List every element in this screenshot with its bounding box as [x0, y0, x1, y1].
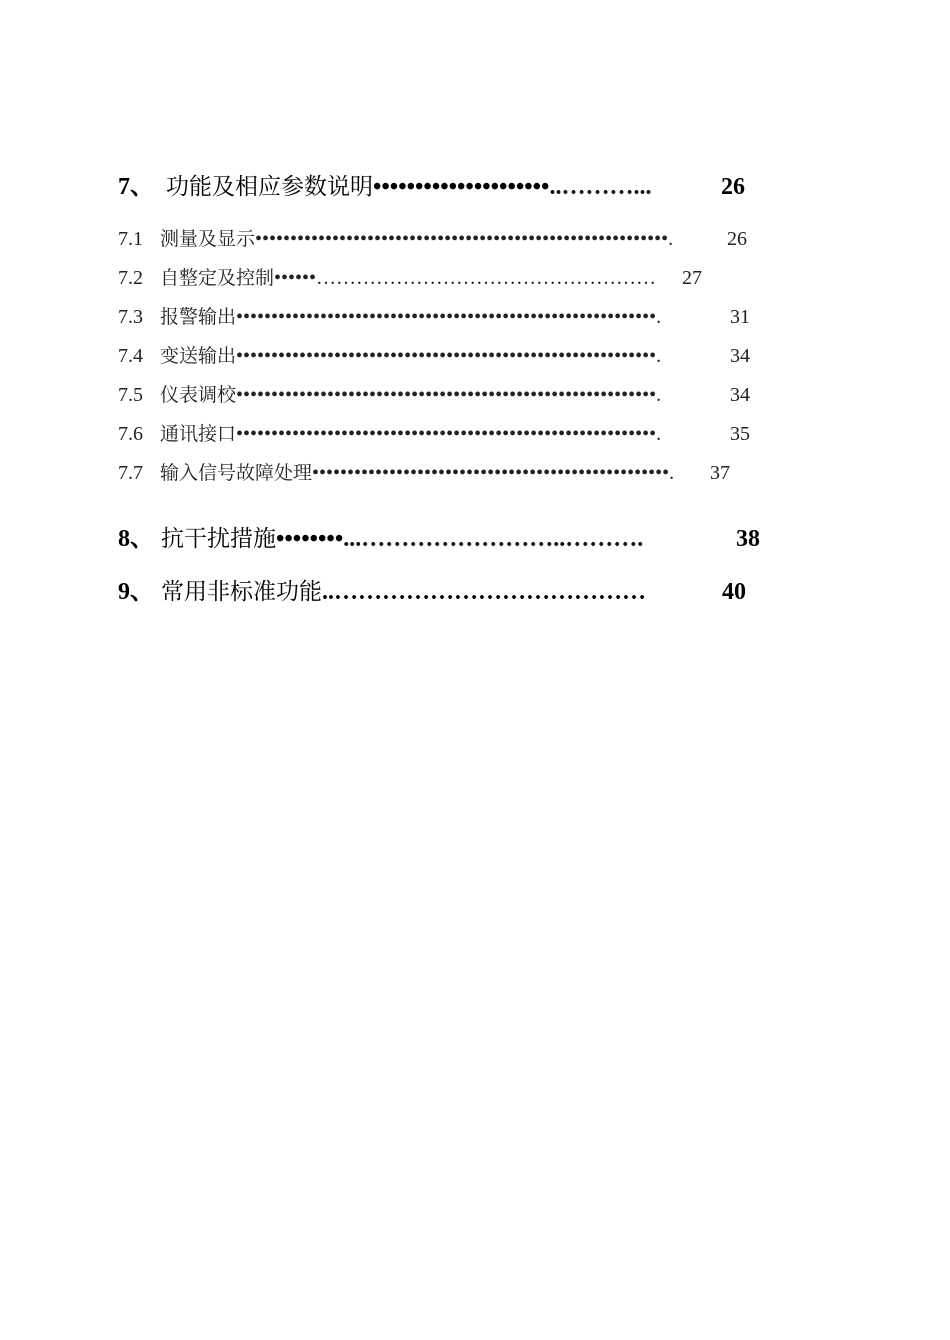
toc-leader-dots: ..…………………………………	[322, 579, 646, 605]
toc-entry-7[interactable]	[118, 166, 745, 201]
toc-entry-title: 功能及相应参数说明	[166, 174, 373, 200]
toc-page-number: 31	[730, 306, 751, 328]
toc-entry-number: 7.3	[118, 306, 143, 328]
toc-entry-8[interactable]	[118, 518, 760, 553]
toc-entry-7-4[interactable]	[118, 341, 750, 368]
toc-entry-title: 输入信号故障处理	[160, 462, 313, 484]
toc-entry-number: 7.6	[118, 423, 143, 445]
toc-entry-9[interactable]	[118, 571, 746, 606]
toc-entry-title: 通讯接口	[160, 423, 237, 445]
toc-entry-number: 8、	[118, 526, 154, 552]
toc-page-number: 26	[727, 228, 748, 250]
toc-entry-7-7[interactable]	[118, 458, 730, 485]
toc-leader-dots: ••••••••...……………………..……….	[276, 526, 644, 552]
toc-page-number: 40	[722, 579, 746, 605]
toc-entry-7-2[interactable]	[118, 263, 702, 290]
toc-entry-7-3[interactable]	[118, 302, 750, 329]
toc-leader-dots: •••••••••••••••••••••••••••••••••••••••••••••••••••••••••••.	[255, 228, 674, 250]
toc-page-number: 26	[721, 174, 745, 200]
toc-entry-number: 9、	[118, 579, 154, 605]
toc-entry-title: 抗干扰措施	[161, 526, 276, 552]
toc-entry-number: 7.2	[118, 267, 143, 289]
toc-leader-dots: ••••••……………………………………………	[274, 267, 657, 289]
toc-entry-number: 7、	[118, 174, 154, 200]
toc-entry-7-5[interactable]	[118, 380, 750, 407]
toc-entry-title: 变送输出	[160, 345, 237, 367]
toc-entry-7-6[interactable]	[118, 419, 750, 446]
toc-entry-number: 7.5	[118, 384, 143, 406]
toc-leader-dots: ••••••••••••••••••••••••••••••••••••••••••••••••••••••••••••.	[236, 306, 662, 328]
toc-page-number: 37	[710, 462, 731, 484]
toc-entry-7-1[interactable]	[118, 224, 747, 251]
toc-entry-title: 自整定及控制	[160, 267, 275, 289]
toc-leader-dots: •••••••••••••••••••••..………...	[373, 174, 652, 200]
toc-entry-title: 仪表调校	[160, 384, 237, 406]
toc-page-number: 35	[730, 423, 751, 445]
toc-entry-title: 测量及显示	[160, 228, 256, 250]
toc-entry-number: 7.4	[118, 345, 143, 367]
toc-leader-dots: ••••••••••••••••••••••••••••••••••••••••••••••••••••••••••••.	[236, 384, 662, 406]
toc-entry-number: 7.7	[118, 462, 143, 484]
toc-leader-dots: ••••••••••••••••••••••••••••••••••••••••••••••••••••••••••••.	[236, 423, 662, 445]
toc-page-number: 34	[730, 384, 751, 406]
toc-entry-number: 7.1	[118, 228, 143, 250]
toc-entry-title: 常用非标准功能	[161, 579, 322, 605]
toc-page-number: 34	[730, 345, 751, 367]
toc-leader-dots: •••••••••••••••••••••••••••••••••••••••••••••••••••.	[312, 462, 675, 484]
toc-leader-dots: ••••••••••••••••••••••••••••••••••••••••••••••••••••••••••••.	[236, 345, 662, 367]
toc-page-number: 38	[736, 526, 760, 552]
toc-page-number: 27	[682, 267, 703, 289]
toc-entry-title: 报警输出	[160, 306, 237, 328]
